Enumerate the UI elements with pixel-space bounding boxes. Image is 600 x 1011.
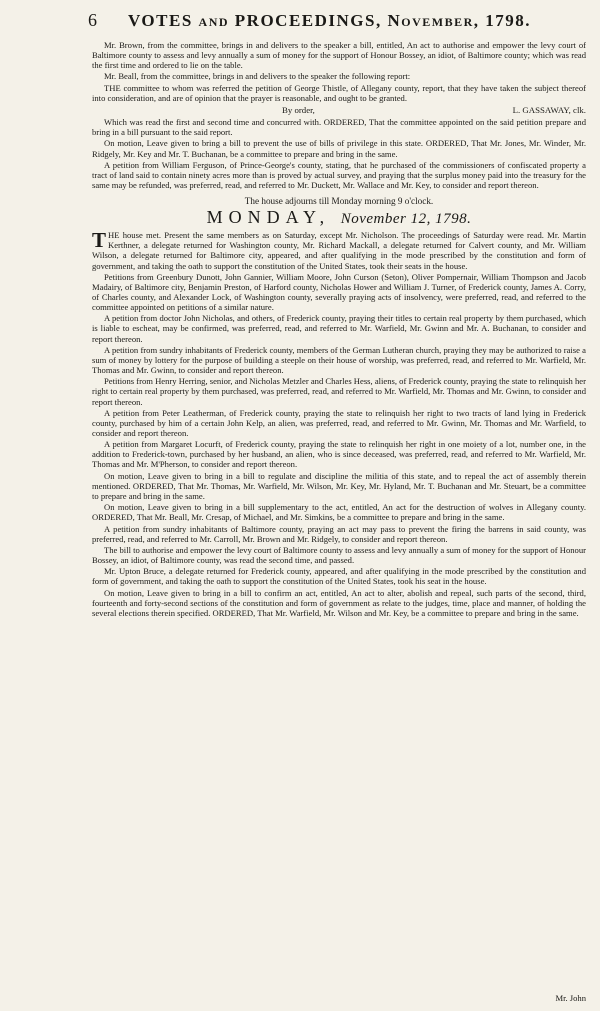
paragraph: Mr. Beall, from the committee, brings in and delivers to the speaker the following report: [104,71,411,82]
page-header [88,10,586,40]
day-name: MONDAY, [206,207,331,228]
paragraph: A petition from William Ferguson, of Prince-George's county, stating, that he purchased of the commissioners of confiscated property a tract of land said to contain ninety acres more than is proved by actual survey, and praying that the surplus money paid into the treasury for the same may be refunded, was preferred, read, and referred to Mr. Duckett, Mr. Wallace and Mr. Key, to consider and report thereon. [92,159,586,190]
paragraph: A petition from doctor John Nicholas, and others, of Frederick county, praying their titles to certain real property by them purchased, which is liable to escheat, may be confirmed, was preferred, read, and referred to Mr. Warfield, Mr. Gwinn and Mr. A. Buchanan, to consider and report thereon. [92,313,586,344]
running-title: VOTES and PROCEEDINGS, November, 1798. [128,11,532,30]
paragraph: Mr. Upton Bruce, a delegate returned for Frederick county, appeared, and after qualifying in the mode prescribed by the constitution and form of government, and taking the oath to support the constitution of the United States, took his seat in the house. [92,566,586,587]
paragraph: On motion, Leave given to bring in a bill to confirm an act, entitled, An act to alter, abolish and repeal, such parts of the second, third, fourteenth and forty-second sections of the constitution and form of government as relate to the judges, time, place and manner, of holding the several elections therein specified. ORDERED, That Mr. Warfield, Mr. Wilson and Mr. Key, be a committee to prepare and bring in the same. [92,587,586,618]
paragraph: THE committee to whom was referred the petition of George Thistle, of Allegany county, report, that they have taken the subject thereof into consideration, and are of opinion that the prayer is reasonable, and ought to be granted. [92,82,586,103]
opening-paragraph [92,230,586,270]
paragraph: A petition from Peter Leatherman, of Frederick county, praying the state to relinquish her right to two tracts of land lying in Frederick county, purchased by him of a certain John Kelp, an alien, was preferred, read, and referred to Mr. Gwinn, Mr. Thomas and Mr. Warfield, to consider and report thereon. [92,407,586,438]
signature-line [92,105,586,115]
paragraph: Which was read the first and second time and concurred with. ORDERED, That the committee appointed on the said petition prepare and bring in a bill pursuant to the said report. [92,117,586,138]
paragraph: Petitions from Henry Herring, senior, and Nicholas Metzler and Charles Hess, aliens, of Frederick county, praying the state to relinquish her right to certain real property by them purchased, was preferred, read, and referred to Mr. Warfield, Mr. Thomas and Mr. Gwinn, to consider and report thereon. [92,376,586,407]
paragraph: On motion, Leave given to bring in a bill supplementary to the act, entitled, An act for the destruction of wolves in Allegany county. ORDERED, That Mr. Beall, Mr. Cresap, of Michael, and Mr. Simkins, be a committee to prepare and bring in the same. [92,502,586,523]
paragraph: On motion, Leave given to bring in a bill to regulate and discipline the militia of this state, and to repeal the act of assembly therein mentioned. ORDERED, That Mr. Thomas, Mr. Warfield, Mr. Wilson, Mr. Key, Mr. Hyland, Mr. T. Buchanan and Mr. Steuart, be a committee to prepare and bring in the same. [92,470,586,501]
body-text [92,40,586,618]
day-heading [92,207,586,228]
adjournment-line: The house adjourns till Monday morning 9 o'clock. [244,196,434,207]
paragraph: Mr. Brown, from the committee, brings in and delivers to the speaker a bill, entitled, An act to authorise and empower the levy court of Baltimore county to assess and levy annually a sum of money for the support of Honour Bossey, an idiot, of Baltimore county; which was read the first time and ordered to lie on the table. [92,40,586,71]
paragraph: A petition from sundry inhabitants of Baltimore county, praying an act may pass to prevent the firing the barrens in said county, was preferred, read, and referred to Mr. Carroll, Mr. Brown and Mr. Ridgely, to consider and report thereon. [92,523,586,544]
paragraph: On motion, Leave given to bring a bill to prevent the use of bills of privilege in this state. ORDERED, That Mr. Jones, Mr. Winder, Mr. Ridgely, Mr. Key and Mr. T. Buchanan, be a committee to prepare and bring in the same. [92,138,586,159]
day-date: November 12, 1798. [340,211,472,228]
paragraph: A petition from sundry inhabitants of Frederick county, members of the German Lutheran church, praying they may be authorized to raise a sum of money by lottery for the purpose of building a steeple on their house of worship, was preferred, read, and referred to Mr. Warfield, Mr. Thomas and Mr. Gwinn, to consider and report thereon. [92,344,586,376]
clerk-name: L. GASSAWAY, clk. [512,104,586,115]
by-order-text: By order, [282,104,315,115]
catchword: Mr. John [555,993,586,1003]
page-number: 6 [88,10,97,30]
drop-cap: T [92,228,107,253]
opening-text: HE house met. Present the same members as on Saturday, except Mr. Nicholson. The proceedings of Saturday were read. Mr. Martin Kerthner, a delegate returned for Washington county, Mr. Richard Mackall, a delegate returned for Calvert county, and Mr. William Wilson, a delegate returned for Baltimore city, appeared, and after qualifying in the mode prescribed by the constitution and form of government, and taking the oath to support the constitution of the United States, took their seats in the house. [92,230,586,271]
paragraph: A petition from Margaret Locurft, of Frederick county, praying the state to relinquish her right in one moiety of a lot, number one, in the addition to Frederick-town, purchased by her husband, an alien, who is since deceased, was preferred, read, and referred to Mr. Warfield, Mr. Thomas and Mr. M'Pherson, to consider and report thereon. [92,439,586,470]
paragraph: The bill to authorise and empower the levy court of Baltimore county to assess and levy annually a sum of money for the support of Honour Bossey, an idiot, of Baltimore county, was read the second time, and passed. [92,544,586,566]
paragraph: Petitions from Greenbury Dunott, John Gannier, William Moore, John Curson (Seton), Oliver Pompernair, William Thompson and Jacob Madairy, of Baltimore city, Benjamin Preston, of Harford county, Nicholas Hower and William J. Turner, of Frederick county, James A. Corry, of Charles county, and Alexander Lock, of Washington county, severally praying acts of insolvency, were preferred, read, and referred to the committee appointed on petitions of a similar nature. [92,271,586,313]
